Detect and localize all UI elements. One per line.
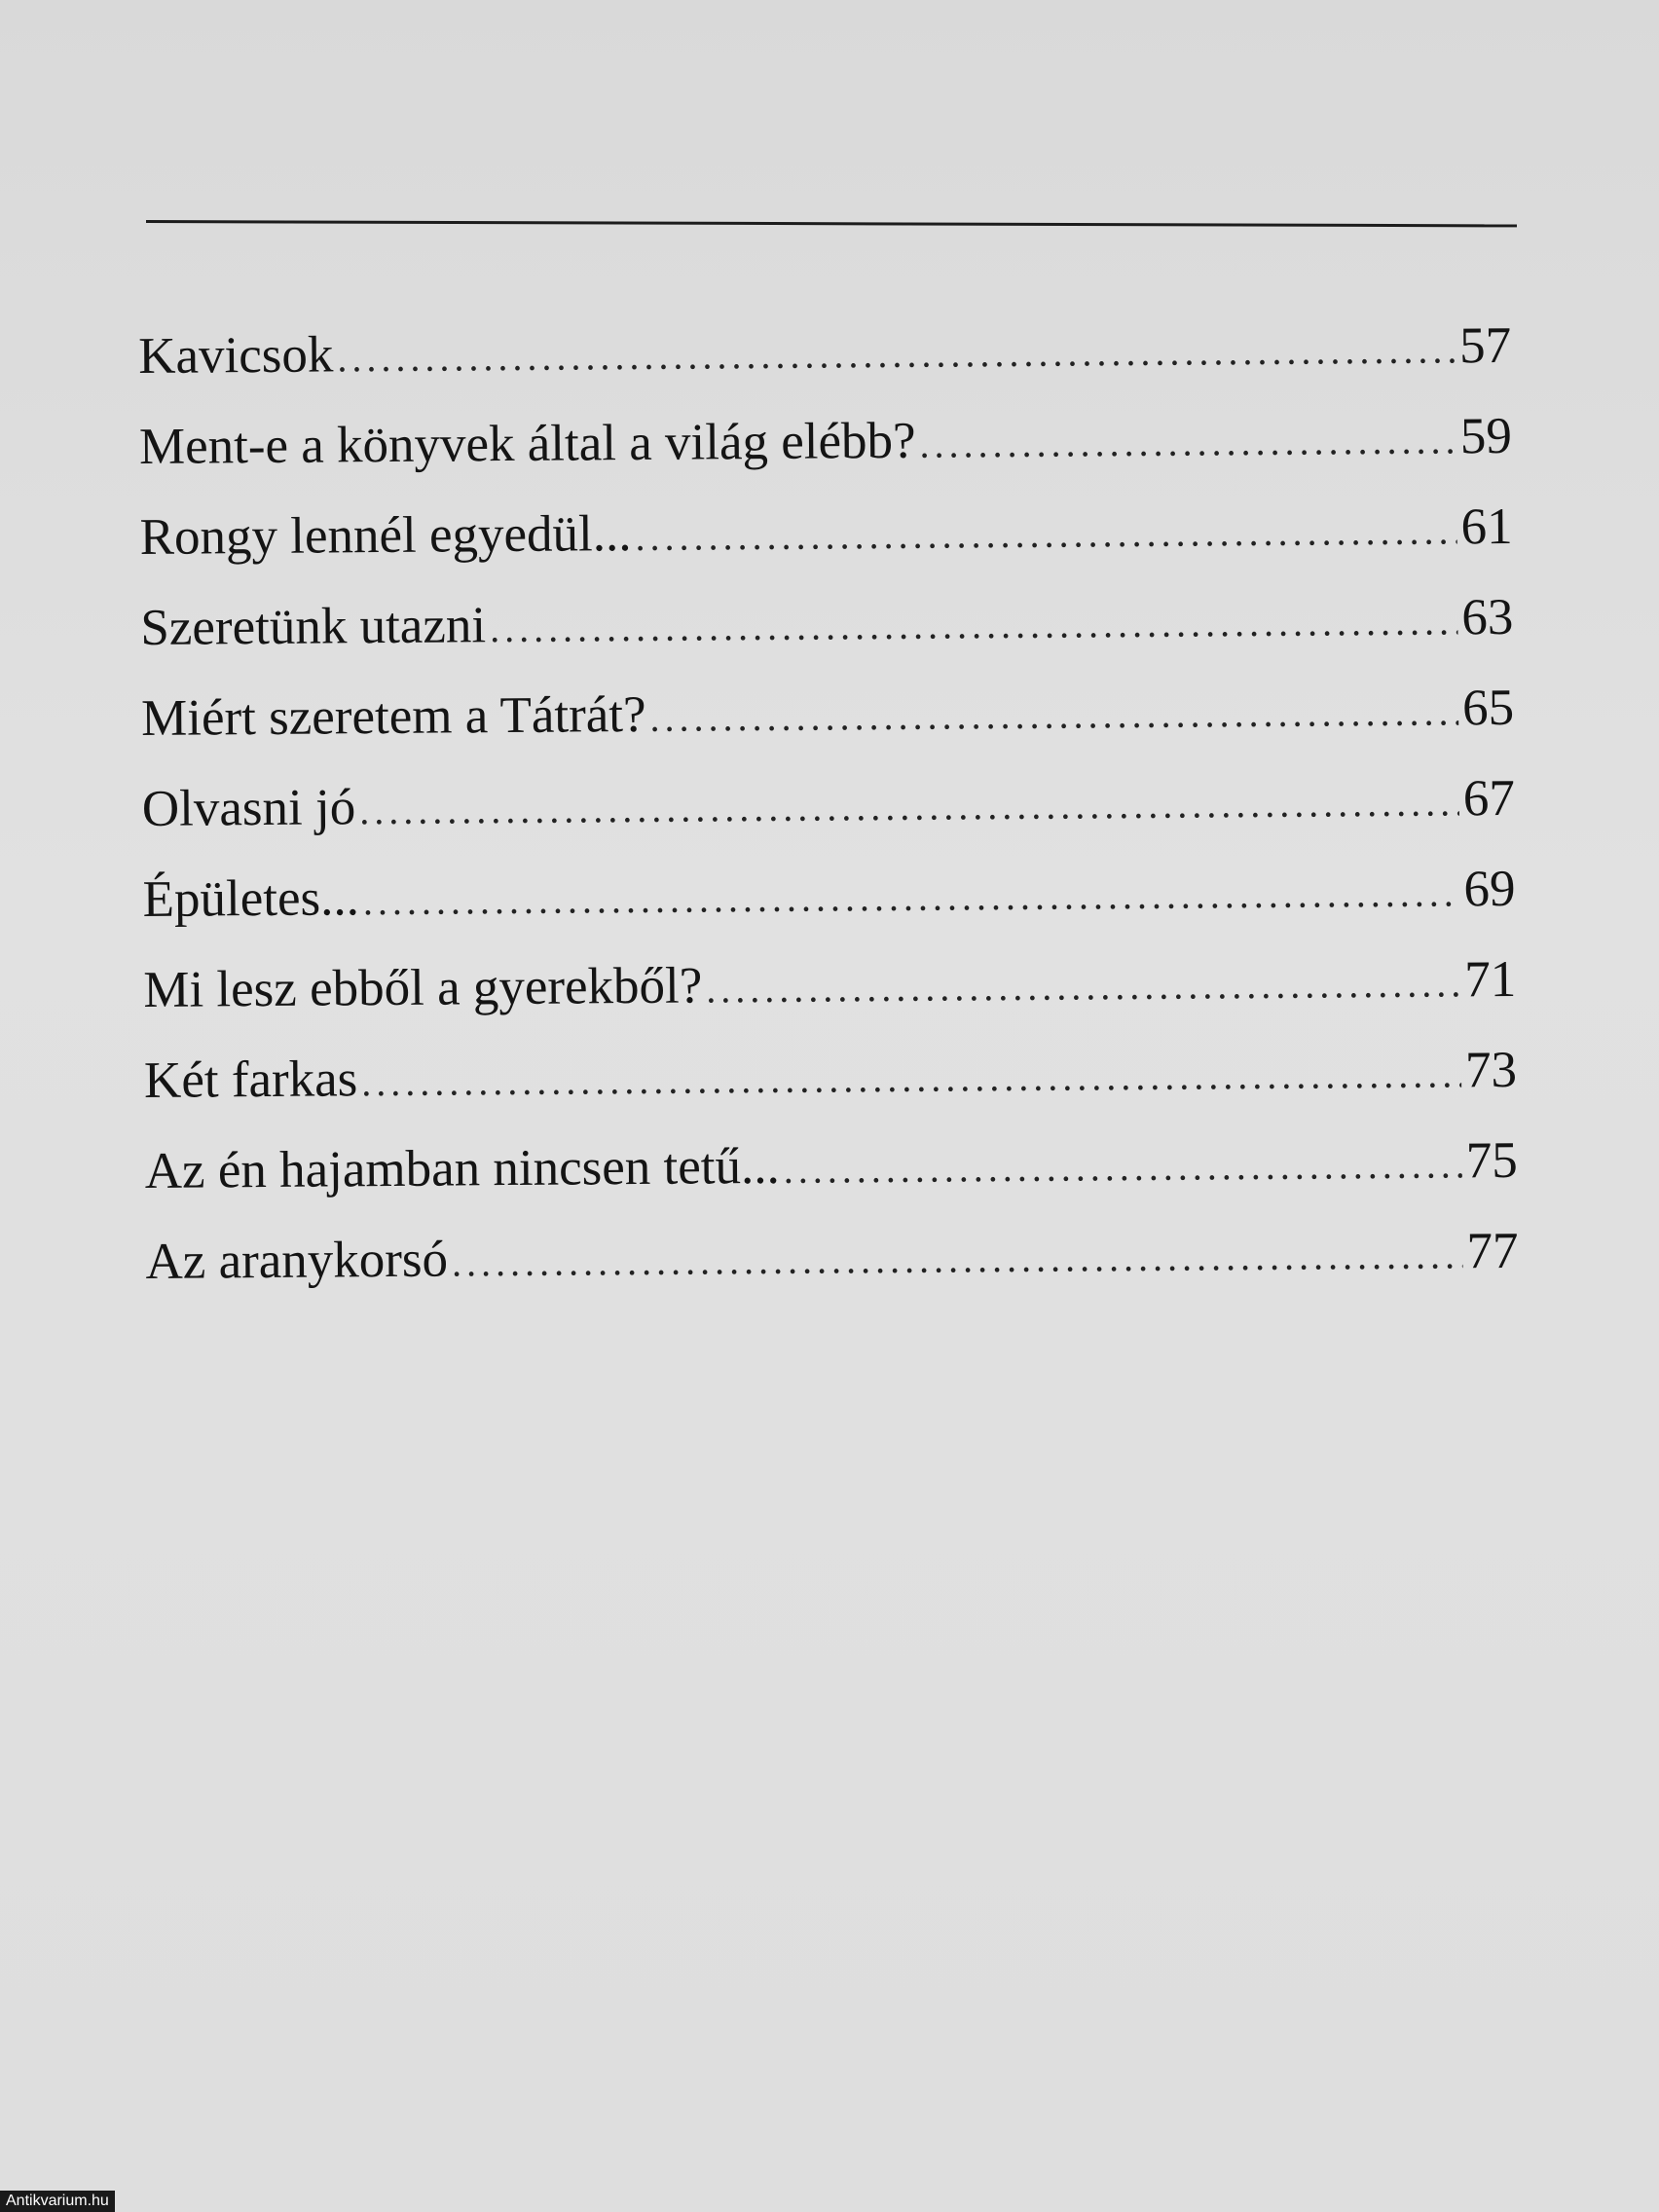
toc-entry-title: Két farkas [143, 1051, 358, 1109]
toc-entry [138, 407, 1513, 512]
toc-entry-title: Ment-e a könyvek által a világ elébb? [138, 412, 916, 475]
toc-leader-dots [706, 964, 1460, 1009]
toc-entry-page: 75 [1465, 1131, 1518, 1190]
watermark: Antikvarium.hu [0, 2191, 115, 2212]
toc-entry-title: Olvasni jó [141, 779, 356, 837]
toc-leader-dots [649, 692, 1458, 738]
header-rule [146, 220, 1517, 227]
toc-entry [143, 950, 1517, 1055]
toc-entry-title: Miért szeretem a Tátrát? [140, 685, 646, 747]
toc-entry [140, 588, 1514, 693]
toc-entry-title: Kavicsok [137, 326, 334, 385]
toc-entry-title: Épületes... [142, 869, 360, 928]
toc-entry-title: Az én hajamban nincsen tetű... [144, 1137, 780, 1199]
toc-entry-title: Az aranykorsó [145, 1231, 449, 1290]
toc-entry-page: 77 [1466, 1222, 1519, 1280]
toc-entry [143, 1041, 1518, 1146]
toc-leader-dots [337, 330, 1456, 378]
toc-leader-dots [490, 602, 1458, 648]
toc-leader-dots [359, 783, 1459, 830]
toc-leader-dots [361, 1054, 1461, 1102]
toc-entry-title: Mi lesz ebből a gyerekből? [143, 957, 703, 1018]
show-through-block [1058, 1342, 1531, 2027]
toc-entry-page: 59 [1459, 407, 1513, 465]
toc-entry [140, 679, 1515, 784]
toc-entry-page: 71 [1464, 950, 1517, 1009]
toc-entry [142, 860, 1516, 965]
toc-entry [141, 769, 1516, 874]
toc-leader-dots [363, 873, 1460, 921]
toc-entry-page: 61 [1460, 498, 1513, 556]
toc-leader-dots [452, 1235, 1463, 1282]
toc-entry [145, 1222, 1519, 1327]
toc-entry-page: 65 [1461, 679, 1515, 737]
toc-entry-page: 69 [1463, 860, 1516, 918]
toc-leader-dots [784, 1145, 1462, 1189]
toc-entry [139, 498, 1513, 603]
table-of-contents [137, 316, 1519, 1327]
toc-leader-dots [635, 511, 1456, 557]
toc-entry-title: Rongy lennél egyedül... [139, 505, 632, 566]
toc-leader-dots [919, 421, 1456, 463]
toc-entry-title: Szeretünk utazni [140, 597, 487, 656]
toc-entry-page: 57 [1458, 316, 1512, 375]
toc-entry-page: 63 [1461, 588, 1514, 646]
toc-entry-page: 67 [1462, 769, 1516, 828]
toc-entry [144, 1131, 1519, 1236]
toc-entry [137, 316, 1512, 422]
toc-entry-page: 73 [1464, 1041, 1518, 1099]
